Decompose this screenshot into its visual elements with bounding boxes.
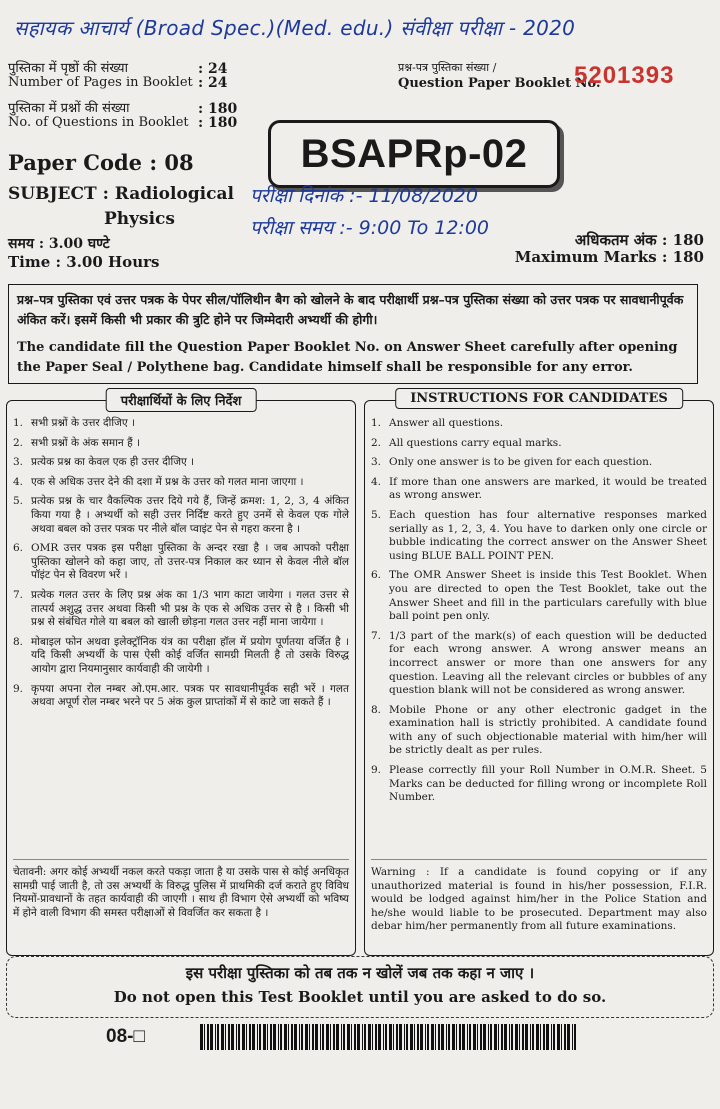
instruction-en-item: [371, 569, 707, 623]
instruction-hi-item-text: प्रत्येक प्रश्न का केवल एक ही उत्तर दीजिए ।: [31, 456, 195, 469]
instruction-hi-item-text: सभी प्रश्नों के उत्तर दीजिए ।: [31, 417, 135, 429]
instructions-english: [364, 391, 714, 956]
warning-en: Warning : If a candidate is found copying or if any unauthorized material is found in his/her possession, F.I.R. would be lodged against him/her in the Police Station and he/she would liable to be prosecuted. Department may also debar him/her permanently from all future examinations.: [371, 859, 707, 934]
questions-value-en: : 180: [198, 115, 238, 131]
warning-hi: चेतावनी: अगर कोई अभ्यर्थी नकल करते पकड़ा जाता है या उसके पास से कोई अनधिकृत सामग्री पाई जाती है, तो उस अभ्यर्थी के विरुद्ध पुलिस में प्राथमिकी दर्ज कराते हुए विविध नियमों-प्रावधानों के तहत कार्यवाही की जाएगी । साथ ही विभाग ऐसे अभ्यर्थी को भविष्य में होने वाली विभाग की समस्त परीक्षाओं से विवर्जित कर सकता है ।: [13, 859, 349, 920]
instruction-hi-item: [13, 417, 349, 431]
series-code: BSAPRp-02: [300, 131, 528, 176]
instruction-en-item-text: Mobile Phone or any other electronic gadget in the examination hall is strictly prohibited. A candidate found with any of such objectionable material with him/her will be strictly dealt as per rules.: [389, 703, 707, 757]
instruction-en-item-text: The OMR Answer Sheet is inside this Test Booklet. When you are directed to open the Test Booklet, take out the Answer Sheet and fill in the particulars carefully with blue ball point pen only.: [389, 569, 707, 623]
pages-value: : 24: [198, 61, 228, 77]
time-en: Time : 3.00 Hours: [8, 253, 160, 271]
pages-value-en: : 24: [198, 75, 228, 91]
instruction-hi-item-number: 2.: [13, 436, 24, 449]
max-marks-en: Maximum Marks : 180: [514, 248, 704, 266]
instruction-en-item-number: 6.: [371, 569, 382, 582]
instruction-en-item-number: 1.: [371, 417, 382, 429]
instruction-hi-item-number: 3.: [13, 456, 24, 469]
subject-line2: Physics: [104, 209, 175, 229]
instruction-hi-item-text: मोबाइल फोन अथवा इलेक्ट्रॉनिक यंत्र का परीक्षा हॉल में प्रयोग पूर्णतया वर्जित है । यदि किसी अभ्यर्थी के पास ऐसी कोई वर्जित सामग्री मिलती है तो उसके विरुद्ध आयोग द्वारा नियमानुसार कार्यवाही की जायेगी ।: [31, 635, 349, 675]
instructions-hindi-heading: परीक्षार्थियों के लिए निर्देश: [106, 388, 257, 412]
pages-label-en: Number of Pages in Booklet: [8, 75, 193, 90]
instruction-en-item-number: 9.: [371, 764, 382, 777]
pages-label-hi: पुस्तिका में पृष्ठों की संख्या: [8, 61, 128, 76]
instruction-hi-item: [13, 683, 349, 710]
instruction-hi-item: [13, 636, 349, 677]
instruction-en-item: [371, 764, 707, 805]
instruction-en-item-text: If more than one answers are marked, it would be treated as wrong answer.: [389, 475, 707, 502]
instruction-en-item: [371, 456, 707, 470]
instruction-hi-item-number: 1.: [13, 417, 24, 429]
instruction-hi-item-text: प्रत्येक प्रश्न के चार वैकल्पिक उत्तर दिये गये हैं, जिन्हें क्रमश: 1, 2, 3, 4 अंकित किया गया है । अभ्यर्थी को सही उत्तर निर्दिष्ट करते हुए उनमें से केवल एक गोले अथवा बबल को उत्तर पत्रक पर नीले बॉल प्वाइंट पेन से गहरा करना है ।: [31, 495, 349, 535]
instruction-en-item-text: All questions carry equal marks.: [389, 436, 562, 449]
instruction-hi-item-number: 5.: [13, 495, 24, 508]
instructions-english-heading: INSTRUCTIONS FOR CANDIDATES: [395, 388, 683, 409]
instruction-hi-item-number: 6.: [13, 542, 24, 555]
instruction-en-item-number: 2.: [371, 436, 382, 449]
instructions-hindi: [6, 394, 356, 956]
notice-box: [8, 284, 698, 384]
notice-hi: प्रश्न–पत्र पुस्तिका एवं उत्तर पत्रक के पेपर सील/पॉलिथीन बैग को खोलने के बाद परीक्षार्थी प्रश्न–पत्र पुस्तिका संख्या को उत्तर पत्रक पर सावधानीपूर्वक अंकित करें। इसमें किसी भी प्रकार की त्रुटि होने पर जिम्मेदारी अभ्यर्थी की होगी।: [17, 292, 684, 327]
barcode: [200, 1024, 576, 1050]
instruction-hi-item-text: सभी प्रश्नों के अंक समान हैं ।: [31, 436, 140, 449]
instruction-en-item-number: 3.: [371, 456, 382, 469]
series-code-box: [268, 120, 560, 188]
instruction-hi-item-number: 4.: [13, 475, 24, 488]
paper-code: Paper Code : 08: [8, 150, 194, 175]
qp-booklet-number: 5201393: [574, 62, 675, 89]
instruction-hi-item-number: 7.: [13, 588, 24, 601]
instruction-hi-item-number: 8.: [13, 635, 24, 648]
instruction-en-item: [371, 476, 707, 503]
instruction-en-item: [371, 509, 707, 563]
questions-value: : 180: [198, 101, 238, 117]
instruction-en-item-number: 8.: [371, 703, 382, 716]
handwritten-exam-date: परीक्षा दिनांक :- 11/08/2020: [250, 185, 478, 207]
instruction-hi-item: [13, 589, 349, 630]
booklet-meta: [8, 62, 248, 142]
instruction-en-item: [371, 630, 707, 698]
instruction-hi-item: [13, 495, 349, 536]
booklet-code: 08-□: [106, 1026, 145, 1047]
instruction-hi-item: [13, 437, 349, 451]
instruction-en-item: [371, 704, 707, 758]
instruction-en-item-number: 4.: [371, 475, 382, 488]
qp-booklet-label-en: Question Paper Booklet No.: [398, 76, 601, 91]
instruction-en-item-text: 1/3 part of the mark(s) of each question will be deducted for each wrong answer. A wrong answer means an incorrect answer or more than one answers for any question. Leaving all the relevant circles or bubbles of any question blank will not be considered as wrong answer.: [389, 629, 707, 697]
time-hi: समय : 3.00 घण्टे: [8, 236, 110, 252]
instruction-en-item-number: 5.: [371, 508, 382, 521]
instruction-hi-item: [13, 542, 349, 583]
instruction-en-item-text: Answer all questions.: [389, 417, 504, 429]
do-not-open-en: Do not open this Test Booklet until you are asked to do so.: [113, 988, 607, 1006]
instruction-hi-item-text: प्रत्येक गलत उत्तर के लिए प्रश्न अंक का 1/3 भाग काटा जायेगा । गलत उत्तर से तात्पर्य अशुद्ध उत्तर अथवा किसी भी प्रश्न के एक से अधिक उत्तर से है । किसी भी प्रश्न से संबंधित गोले या बबल को खाली छोड़ना गलत उत्तर नहीं माना जायेगा ।: [31, 588, 349, 629]
instruction-hi-item-number: 9.: [13, 682, 24, 695]
do-not-open-hi: इस परीक्षा पुस्तिका को तब तक न खोलें जब तक कहा न जाए ।: [185, 964, 535, 982]
instruction-hi-item: [13, 476, 349, 490]
instruction-hi-item-text: एक से अधिक उत्तर देने की दशा में प्रश्न के उत्तर को गलत माना जाएगा ।: [31, 475, 304, 488]
instruction-hi-item-text: कृपया अपना रोल नम्बर ओ.एम.आर. पत्रक पर सावधानीपूर्वक सही भरें । गलत अथवा अपूर्ण रोल नम्बर भरने पर 5 अंक कुल प्राप्तांकों में से काटे जा सकते हैं ।: [31, 682, 349, 709]
handwritten-exam-title: सहायक आचार्य (Broad Spec.)(Med. edu.) संवीक्षा परीक्षा - 2020: [14, 16, 576, 40]
max-marks-hi: अधिकतम अंक : 180: [574, 231, 704, 249]
instruction-en-item: [371, 417, 707, 431]
handwritten-exam-time: परीक्षा समय :- 9:00 To 12:00: [250, 217, 490, 239]
instruction-hi-item: [13, 456, 349, 470]
questions-label-hi: पुस्तिका में प्रश्नों की संख्या: [8, 101, 130, 116]
do-not-open-notice: [6, 956, 714, 1018]
instruction-en-item-text: Only one answer is to be given for each question.: [389, 456, 653, 469]
questions-label-en: No. of Questions in Booklet: [8, 115, 189, 130]
instructions-hindi-list: [13, 417, 349, 716]
instruction-en-item-text: Each question has four alternative responses marked serially as 1, 2, 3, 4. You have to darken only one circle or bubble indicating the correct answer on the Answer Sheet using BLUE BALL POINT PEN.: [389, 508, 707, 562]
instruction-en-item: [371, 437, 707, 451]
instruction-en-item-number: 7.: [371, 629, 382, 642]
qp-booklet-label-hi: प्रश्न-पत्र पुस्तिका संख्या /: [398, 61, 497, 74]
subject-label: SUBJECT : Radiological: [8, 184, 234, 204]
instruction-hi-item-text: OMR उत्तर पत्रक इस परीक्षा पुस्तिका के अन्दर रखा है । जब आपको परीक्षा पुस्तिका खोलने को कहा जाए, तो उत्तर-पत्र निकाल कर ध्यान से केवल नीले बॉल पॉइंट पेन से विवरण भरें ।: [31, 542, 349, 582]
instruction-en-item-text: Please correctly fill your Roll Number in O.M.R. Sheet. 5 Marks can be deducted for filling wrong or incomplete Roll Number.: [389, 764, 707, 804]
instructions-english-list: [371, 417, 707, 811]
notice-en: The candidate fill the Question Paper Booklet No. on Answer Sheet carefully after opening the Paper Seal / Polythene bag. Candidate himself shall be responsible for any error.: [17, 340, 678, 375]
